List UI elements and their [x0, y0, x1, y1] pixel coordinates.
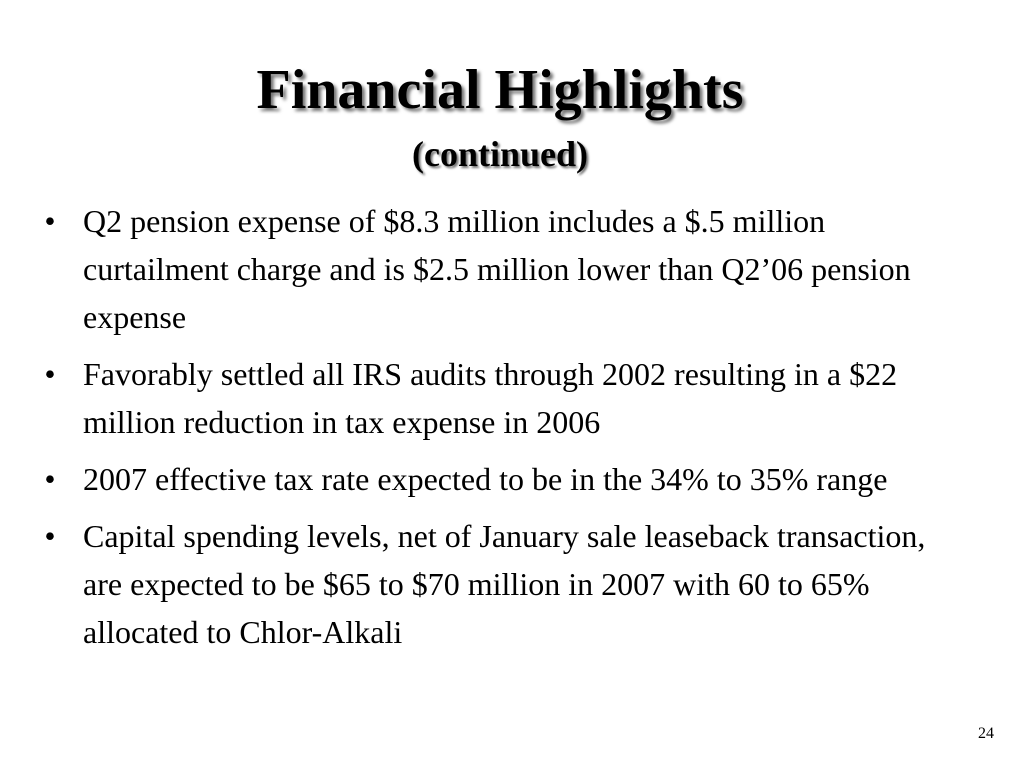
slide-subtitle: (continued): [411, 134, 588, 174]
bullet-item: [40, 455, 970, 503]
bullet-text: Capital spending levels, net of January sale leaseback transaction, are expected to be $65 to $70 million in 2007 with 60 to 65% allocated to Chlor-Alkali: [83, 518, 926, 650]
bullet-list: [40, 197, 970, 665]
bullet-text: 2007 effective tax rate expected to be in the 34% to 35% range: [83, 461, 888, 497]
bullet-text: Favorably settled all IRS audits through 2002 resulting in a $22 million reduction in tax expense in 2006: [83, 356, 898, 440]
slide-title: Financial Highlights: [256, 59, 744, 121]
bullet-icon: •: [44, 203, 56, 239]
page-number: 24: [978, 725, 994, 742]
bullet-item: [40, 350, 970, 446]
bullet-icon: •: [44, 461, 56, 497]
bullet-icon: •: [44, 356, 56, 392]
bullet-icon: •: [44, 518, 56, 554]
bullet-item: [40, 512, 970, 656]
bullet-text: Q2 pension expense of $8.3 million includes a $.5 million curtailment charge and is $2.5 million lower than Q2’06 pension expense: [83, 203, 911, 335]
bullet-item: [40, 197, 970, 341]
